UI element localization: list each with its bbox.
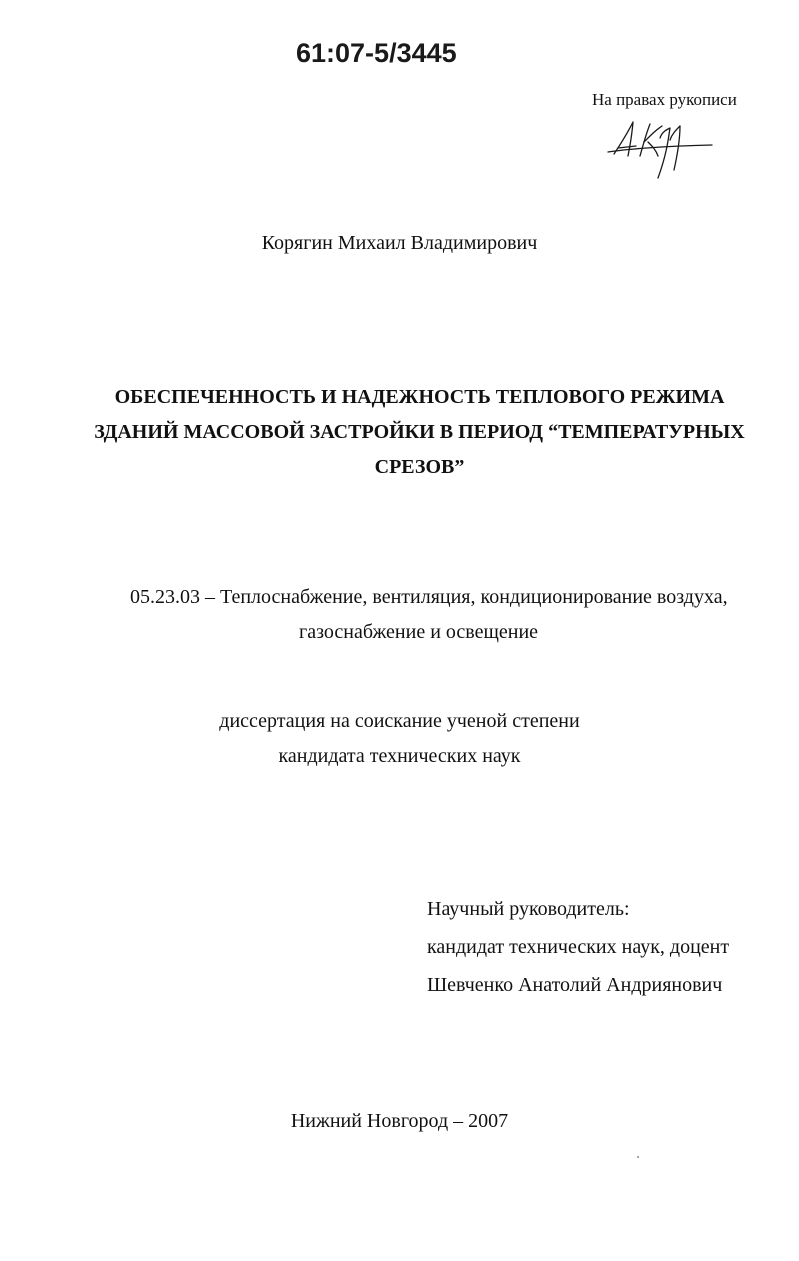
degree-line: кандидата технических наук bbox=[278, 745, 521, 767]
specialty-line: 05.23.03 – Теплоснабжение, вентиляция, кондиционирование воздуха, bbox=[130, 586, 728, 608]
degree-line: диссертация на соискание ученой степени bbox=[219, 710, 580, 732]
title-line: ЗДАНИЙ МАССОВОЙ ЗАСТРОЙКИ В ПЕРИОД “ТЕМПЕРАТУРНЫХ bbox=[94, 421, 745, 443]
scan-speck bbox=[637, 1156, 639, 1158]
supervisor-label: Научный руководитель: bbox=[427, 898, 630, 920]
supervisor-block bbox=[427, 890, 729, 1004]
catalog-number: 61:07-5/3445 bbox=[296, 38, 457, 68]
title-line: СРЕЗОВ” bbox=[374, 456, 465, 478]
handwritten-signature bbox=[600, 112, 720, 184]
supervisor-name: Шевченко Анатолий Андриянович bbox=[427, 974, 723, 996]
specialty-line: газоснабжение и освещение bbox=[299, 621, 539, 643]
author-name: Корягин Михаил Владимирович bbox=[261, 232, 538, 254]
manuscript-note: На правах рукописи bbox=[592, 90, 737, 109]
degree-statement bbox=[0, 704, 799, 774]
city-year: Нижний Новгород – 2007 bbox=[290, 1110, 509, 1132]
dissertation-title bbox=[40, 380, 799, 485]
title-line: ОБЕСПЕЧЕННОСТЬ И НАДЕЖНОСТЬ ТЕПЛОВОГО РЕЖИМА bbox=[114, 386, 725, 408]
supervisor-credentials: кандидат технических наук, доцент bbox=[427, 936, 730, 958]
